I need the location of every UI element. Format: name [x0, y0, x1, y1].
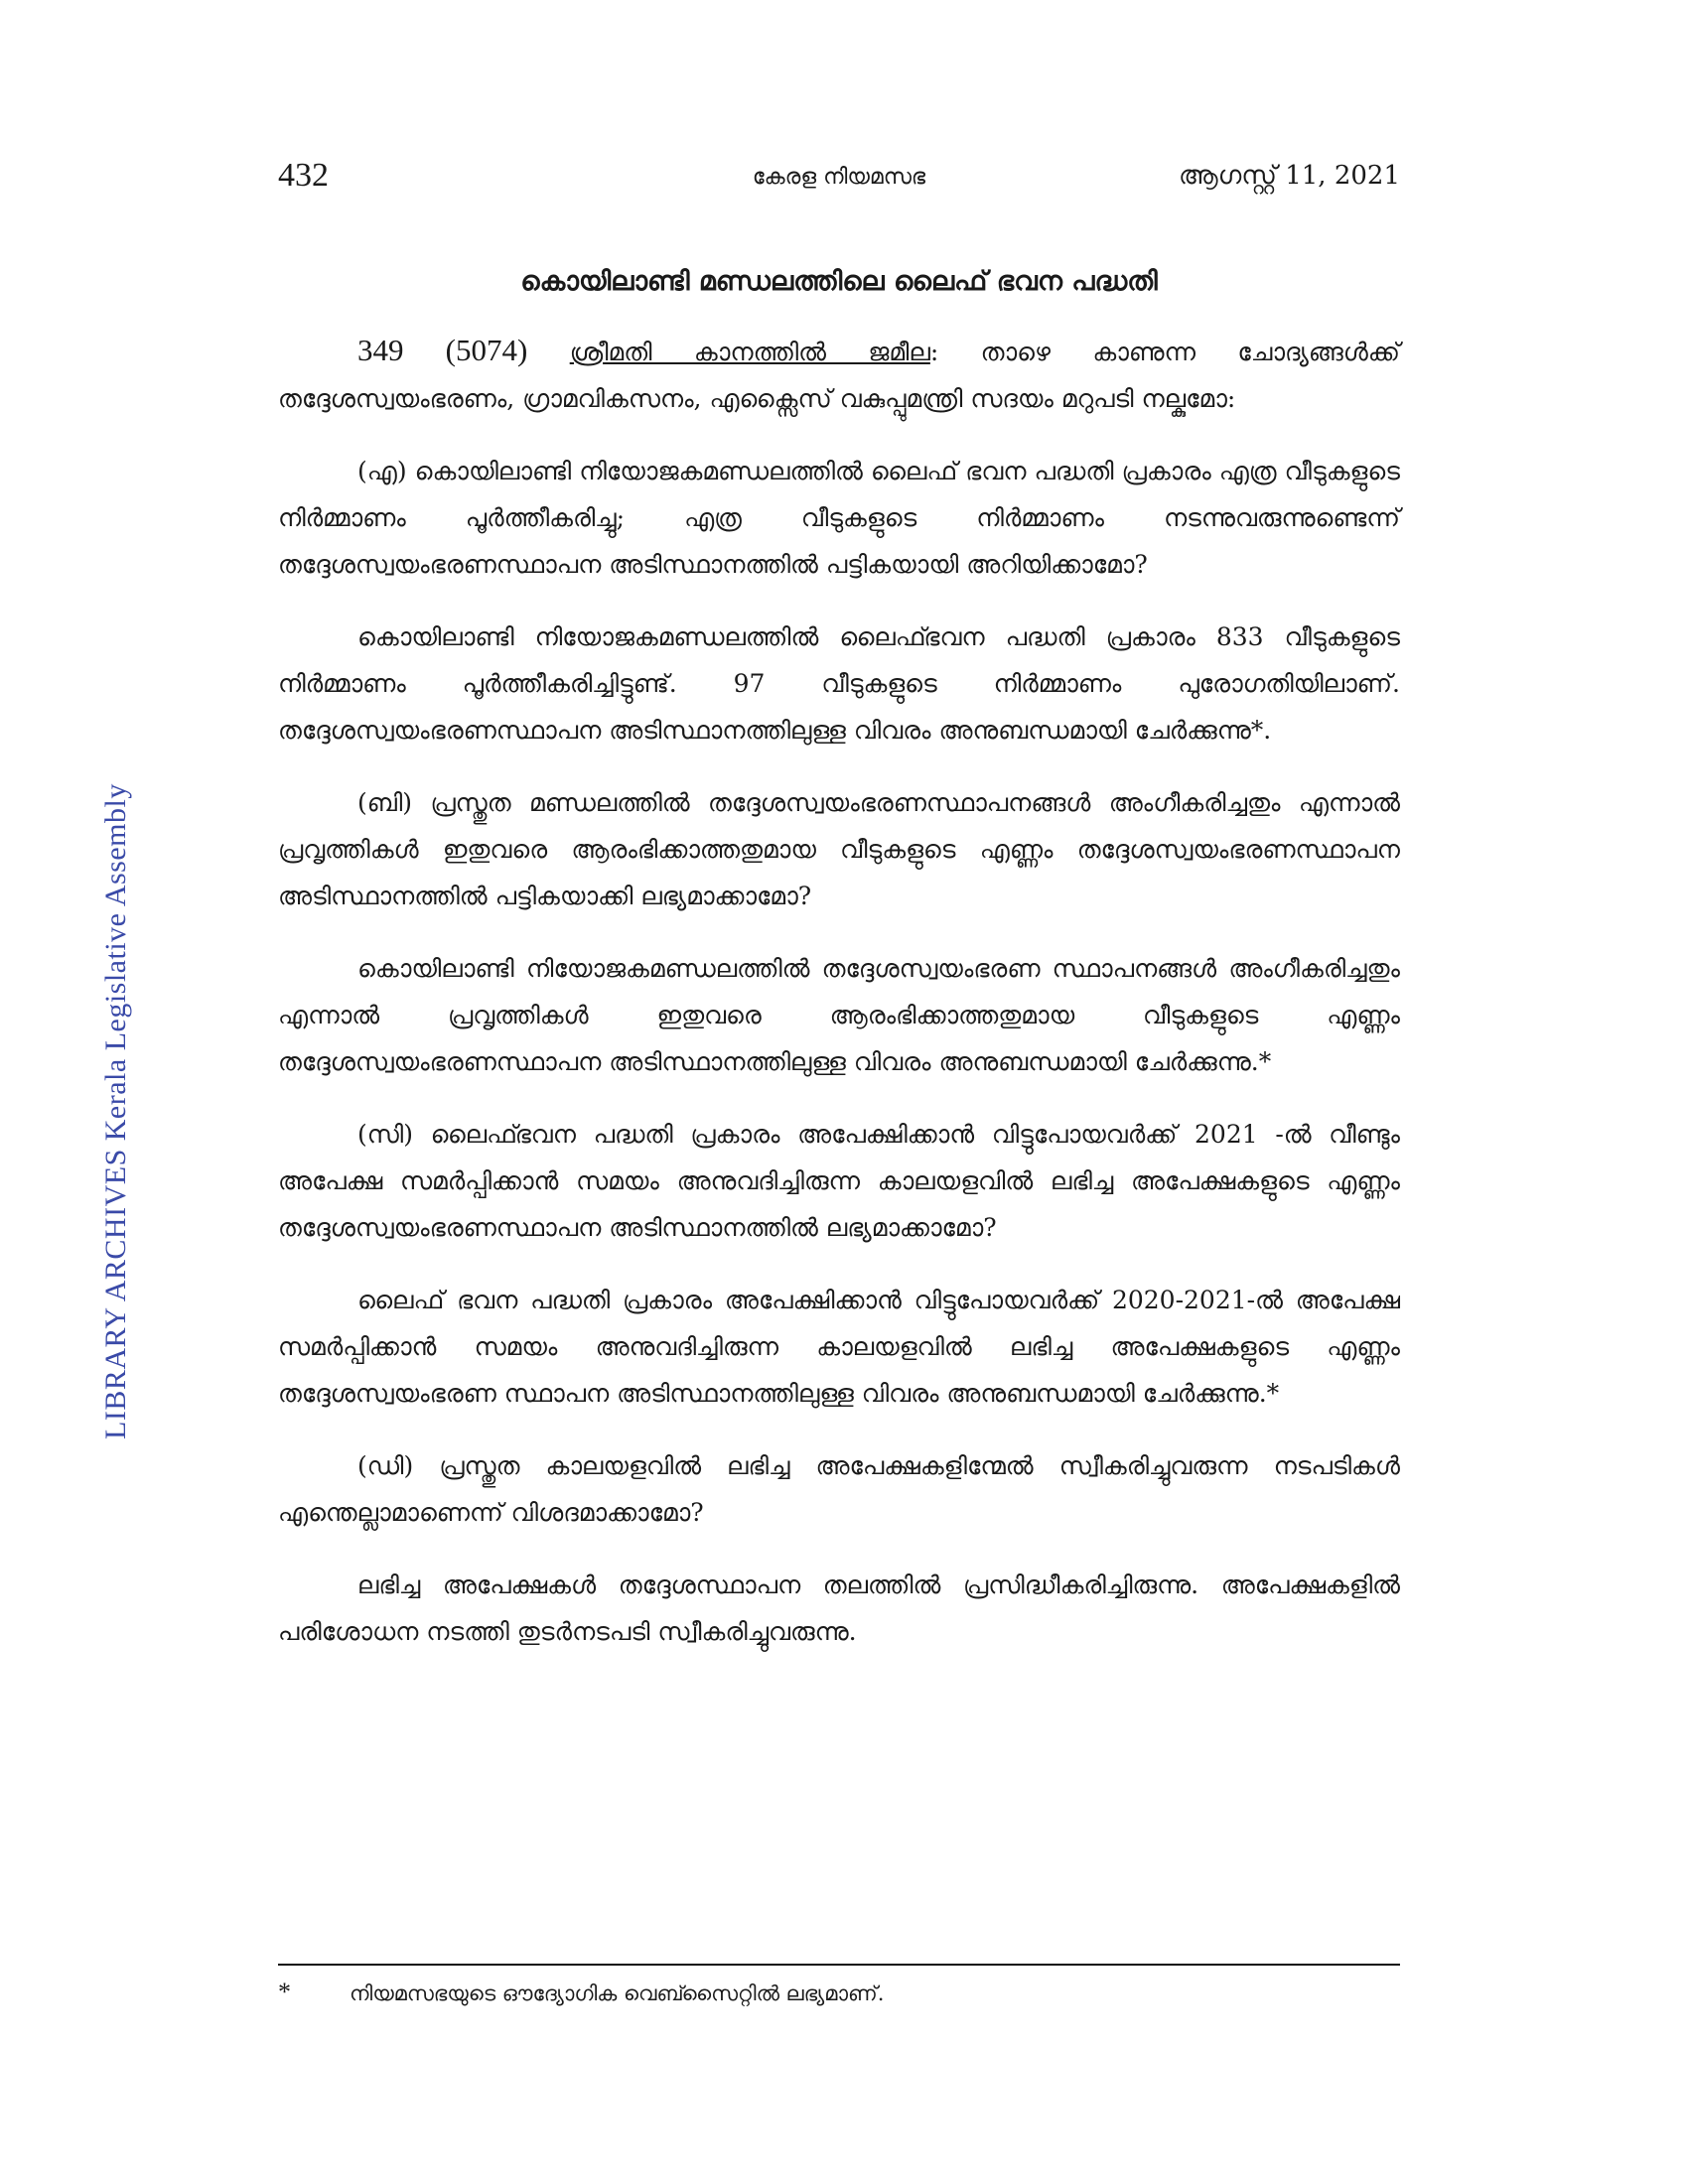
page-number: 432 [278, 157, 329, 194]
question-d: (ഡി) പ്രസ്തുത കാലയളവിൽ ലഭിച്ച അപേക്ഷകളിന്മേൽ സ്വീകരിച്ചുവരുന്ന നടപടികൾ എന്തെല്ലാമാണെന്ന് വിശദമാക്കാമോ? [278, 1451, 1400, 1527]
answer-d: ലഭിച്ച അപേക്ഷകൾ തദ്ദേശസ്ഥാപന തലത്തിൽ പ്രസിദ്ധീകരിച്ചിരുന്നു. അപേക്ഷകളിൽ പരിശോധന നടത്തി തുടർനടപടി സ്വീകരിച്ചുവരുന്നു. [278, 1570, 1400, 1646]
footnote-divider [278, 1964, 1400, 1966]
page-header [278, 157, 1400, 206]
member-name: ശ്രീമതി കാനത്തിൽ ജമീല [569, 338, 930, 366]
document-body [278, 258, 1400, 1681]
footnote [278, 1976, 1400, 2010]
question-intro-text: : താഴെ കാണുന്ന ചോദ്യങ്ങൾക്ക് തദ്ദേശസ്വയംഭരണം, ഗ്രാമവികസനം, എക്സൈസ് വകുപ്പുമന്ത്രി സദയം മറുപടി നല്കുമോ: [278, 338, 1400, 413]
question-number: 349 (5074) [357, 333, 528, 367]
question-intro [278, 327, 1400, 422]
question-c: (സി) ലൈഫ്ഭവന പദ്ധതി പ്രകാരം അപേക്ഷിക്കാൻ വിട്ടുപോയവർക്ക് 2021 -ൽ വീണ്ടും അപേക്ഷ സമർപ്പിക്കാൻ സമയം അനുവദിച്ചിരുന്ന കാലയളവിൽ ലഭിച്ച അപേക്ഷകളുടെ എണ്ണം തദ്ദേശസ്വയംഭരണസ്ഥാപന അടിസ്ഥാനത്തിൽ ലഭ്യമാക്കാമോ? [278, 1120, 1400, 1242]
question-b: (ബി) പ്രസ്തുത മണ്ഡലത്തിൽ തദ്ദേശസ്വയംഭരണസ്ഥാപനങ്ങൾ അംഗീകരിച്ചതും എന്നാൽ പ്രവൃത്തികൾ ഇതുവരെ ആരംഭിക്കാത്തതുമായ വീടുകളുടെ എണ്ണം തദ്ദേശസ്വയംഭരണസ്ഥാപന അടിസ്ഥാനത്തിൽ പട്ടികയാക്കി ലഭ്യമാക്കാമോ? [278, 788, 1400, 910]
archive-watermark: LIBRARY ARCHIVES Kerala Legislative Assembly [99, 783, 132, 1439]
document-title: കൊയിലാണ്ടി മണ്ഡലത്തിലെ ലൈഫ് ഭവന പദ്ധതി [520, 266, 1158, 297]
header-date: ആഗസ്റ്റ് 11, 2021 [1179, 161, 1400, 191]
header-title: കേരള നിയമസഭ [752, 165, 926, 190]
answer-a: കൊയിലാണ്ടി നിയോജകമണ്ഡലത്തിൽ ലൈഫ്ഭവന പദ്ധതി പ്രകാരം 833 വീടുകളുടെ നിർമ്മാണം പൂർത്തീകരിച്ചിട്ടുണ്ട്. 97 വീടുകളുടെ നിർമ്മാണം പുരോഗതിയിലാണ്. തദ്ദേശസ്വയംഭരണസ്ഥാപന അടിസ്ഥാനത്തിലുള്ള വിവരം അനുബന്ധമായി ചേർക്കുന്നു*. [278, 622, 1400, 745]
answer-b: കൊയിലാണ്ടി നിയോജകമണ്ഡലത്തിൽ തദ്ദേശസ്വയംഭരണ സ്ഥാപനങ്ങൾ അംഗീകരിച്ചതും എന്നാൽ പ്രവൃത്തികൾ ഇതുവരെ ആരംഭിക്കാത്തതുമായ വീടുകളുടെ എണ്ണം തദ്ദേശസ്വയംഭരണസ്ഥാപന അടിസ്ഥാനത്തിലുള്ള വിവരം അനുബന്ധമായി ചേർക്കുന്നു.* [278, 954, 1400, 1076]
footnote-marker: * [278, 1978, 291, 2006]
answer-c: ലൈഫ് ഭവന പദ്ധതി പ്രകാരം അപേക്ഷിക്കാൻ വിട്ടുപോയവർക്ക് 2020-2021-ൽ അപേക്ഷ സമർപ്പിക്കാൻ സമയം അനുവദിച്ചിരുന്ന കാലയളവിൽ ലഭിച്ച അപേക്ഷകളുടെ എണ്ണം തദ്ദേശസ്വയംഭരണ സ്ഥാപന അടിസ്ഥാനത്തിലുള്ള വിവരം അനുബന്ധമായി ചേർക്കുന്നു.* [278, 1286, 1400, 1408]
footnote-text: നിയമസഭയുടെ ഔദ്യോഗിക വെബ്സൈറ്റിൽ ലഭ്യമാണ്. [350, 1981, 885, 2005]
question-a: (എ) കൊയിലാണ്ടി നിയോജകമണ്ഡലത്തിൽ ലൈഫ് ഭവന പദ്ധതി പ്രകാരം എത്ര വീടുകളുടെ നിർമ്മാണം പൂർത്തീകരിച്ചു; എത്ര വീടുകളുടെ നിർമ്മാണം നടന്നുവരുന്നുണ്ടെന്ന് തദ്ദേശസ്വയംഭരണസ്ഥാപന അടിസ്ഥാനത്തിൽ പട്ടികയായി അറിയിക്കാമോ? [278, 457, 1400, 579]
